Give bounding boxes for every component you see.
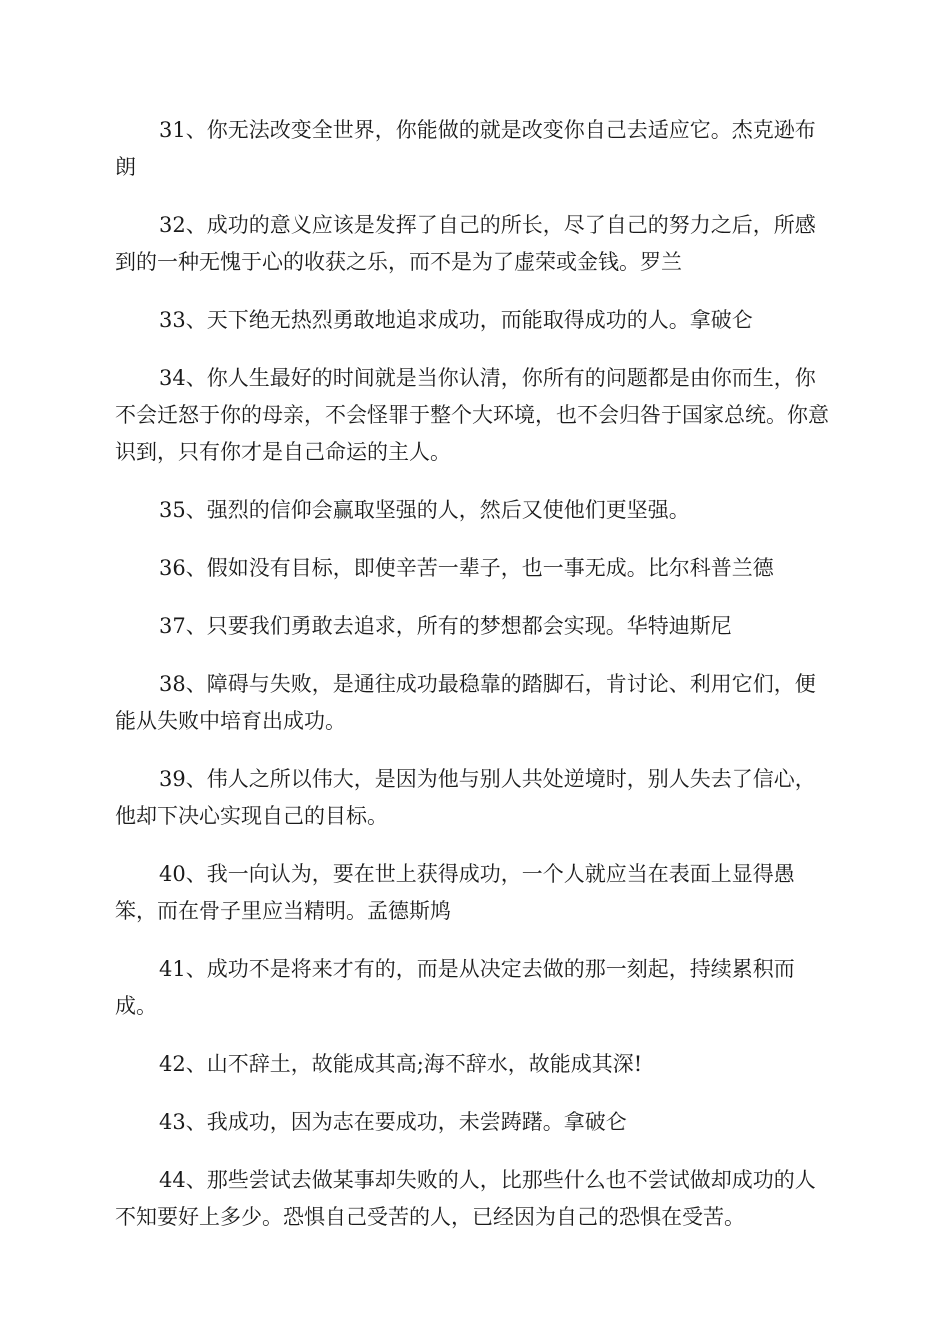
quote-paragraph-32: 32、成功的意义应该是发挥了自己的所长，尽了自己的努力之后，所感到的一种无愧于心的收获之乐，而不是为了虚荣或金钱。罗兰 <box>115 213 816 274</box>
quote-paragraph-33: 33、天下绝无热烈勇敢地追求成功，而能取得成功的人。拿破仑 <box>159 308 753 332</box>
quote-paragraph-43: 43、我成功，因为志在要成功，未尝踌躇。拿破仑 <box>159 1110 627 1134</box>
document-body <box>115 112 835 1257</box>
quote-paragraph-40: 40、我一向认为，要在世上获得成功，一个人就应当在表面上显得愚笨，而在骨子里应当精明。孟德斯鸠 <box>115 862 795 923</box>
quote-paragraph-44: 44、那些尝试去做某事却失败的人，比那些什么也不尝试做却成功的人不知要好上多少。恐惧自己受苦的人，已经因为自己的恐惧在受苦。 <box>115 1168 816 1229</box>
quote-paragraph-42: 42、山不辞土，故能成其高;海不辞水，故能成其深! <box>159 1052 643 1076</box>
quote-paragraph-34: 34、你人生最好的时间就是当你认清，你所有的问题都是由你而生，你不会迁怒于你的母亲，不会怪罪于整个大环境，也不会归咎于国家总统。你意识到，只有你才是自己命运的主人。 <box>115 366 829 464</box>
quote-paragraph-41: 41、成功不是将来才有的，而是从决定去做的那一刻起，持续累积而成。 <box>115 957 795 1018</box>
quote-paragraph-38: 38、障碍与失败，是通往成功最稳靠的踏脚石，肯讨论、利用它们，便能从失败中培育出成功。 <box>115 672 816 733</box>
quote-paragraph-31: 31、你无法改变全世界，你能做的就是改变你自己去适应它。杰克逊布朗 <box>115 118 816 179</box>
quote-paragraph-36: 36、假如没有目标，即使辛苦一辈子，也一事无成。比尔科普兰德 <box>159 556 774 580</box>
quote-paragraph-35: 35、强烈的信仰会赢取坚强的人，然后又使他们更坚强。 <box>159 498 690 522</box>
quote-paragraph-39: 39、伟人之所以伟大，是因为他与别人共处逆境时，别人失去了信心，他却下决心实现自己的目标。 <box>115 767 816 828</box>
quote-paragraph-37: 37、只要我们勇敢去追求，所有的梦想都会实现。华特迪斯尼 <box>159 614 732 638</box>
